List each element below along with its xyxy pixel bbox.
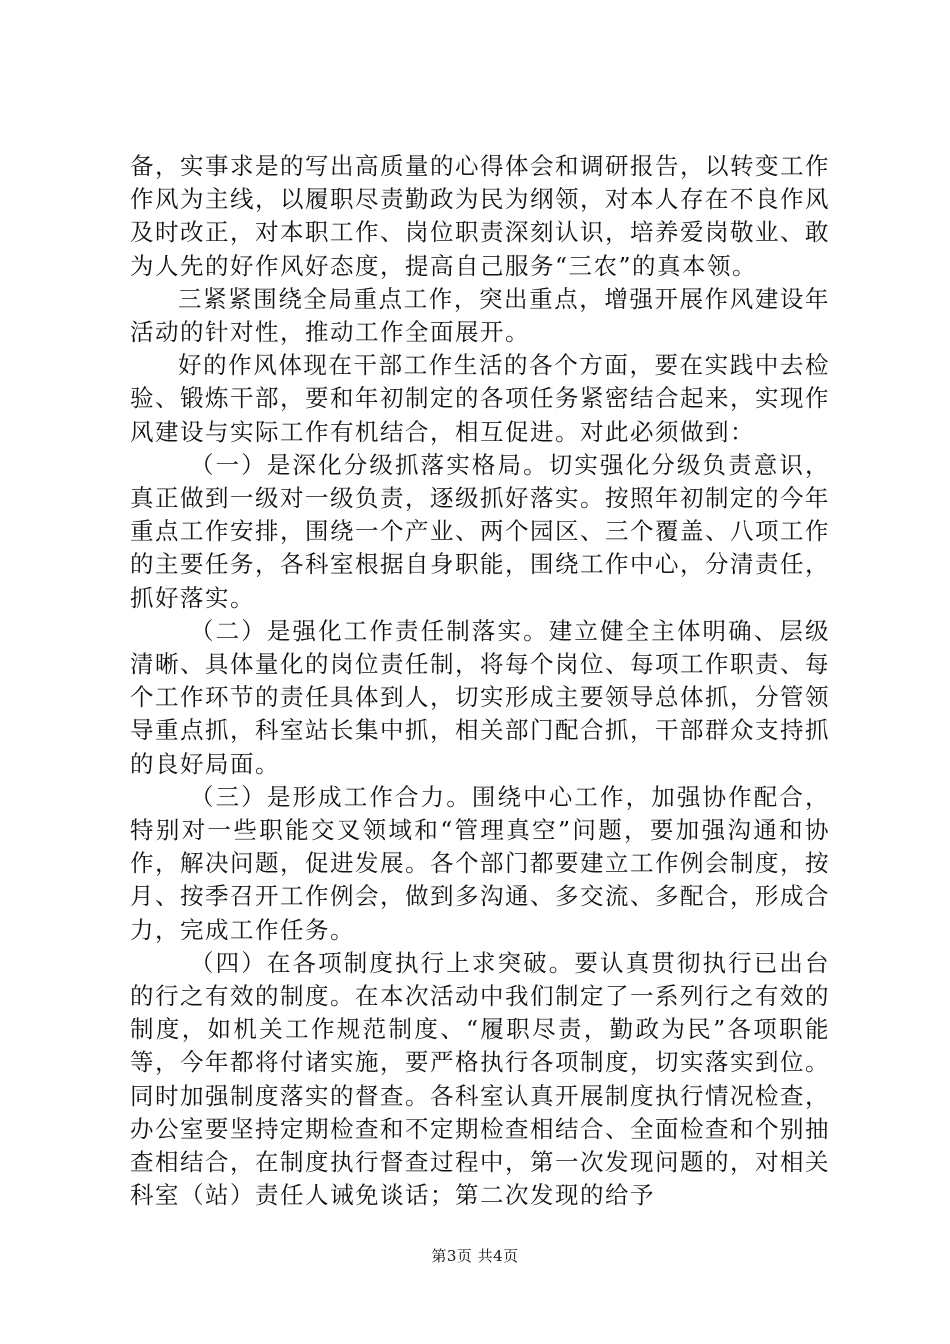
paragraph-item-one: （一）是深化分级抓落实格局。切实强化分级负责意识，真正做到一级对一级负责，逐级抓好落实。按照年初制定的今年重点工作安排，围绕一个产业、两个园区、三个覆盖、八项工作的主要任务，各科室根据自身职能，围绕工作中心，分清责任，抓好落实。 (130, 450, 830, 612)
paragraph-item-three: （三）是形成工作合力。围绕中心工作，加强协作配合，特别对一些职能交叉领域和“管理真空”问题，要加强沟通和协作，解决问题，促进发展。各个部门都要建立工作例会制度，按月、按季召开工作例会，做到多沟通、多交流、多配合，形成合力，完成工作任务。 (130, 782, 830, 944)
paragraph-continuation: 备，实事求是的写出高质量的心得体会和调研报告，以转变工作作风为主线，以履职尽责勤政为民为纲领，对本人存在不良作风及时改正，对本职工作、岗位职责深刻认识，培养爱岗敬业、敢为人先的好作风好态度，提高自己服务“三农”的真本领。 (130, 152, 830, 280)
paragraph-item-four: （四）在各项制度执行上求突破。要认真贯彻执行已出台的行之有效的制度。在本次活动中我们制定了一系列行之有效的制度，如机关工作规范制度、“履职尽责，勤政为民”各项职能等，今年都将付诸实施，要严格执行各项制度，切实落实到位。同时加强制度落实的督查。各科室认真开展制度执行情况检查，办公室要坚持定期检查和不定期检查相结合、全面检查和个别抽查相结合，在制度执行督查过程中，第一次发现问题的，对相关科室（站）责任人诫免谈话；第二次发现的给予 (130, 948, 830, 1210)
paragraph-item-two: （二）是强化工作责任制落实。建立健全主体明确、层级清晰、具体量化的岗位责任制，将每个岗位、每项工作职责、每个工作环节的责任具体到人，切实形成主要领导总体抓，分管领导重点抓，科室站长集中抓，相关部门配合抓，干部群众支持抓的良好局面。 (130, 616, 830, 778)
paragraph-section-three: 三紧紧围绕全局重点工作，突出重点，增强开展作风建设年活动的针对性，推动工作全面展开。 (130, 284, 830, 347)
paragraph-style-intro: 好的作风体现在干部工作生活的各个方面，要在实践中去检验、锻炼干部，要和年初制定的各项任务紧密结合起来，实现作风建设与实际工作有机结合，相互促进。对此必须做到： (130, 351, 830, 446)
document-body (130, 150, 830, 1213)
page-number-footer: 第3页 共4页 (431, 1247, 519, 1265)
